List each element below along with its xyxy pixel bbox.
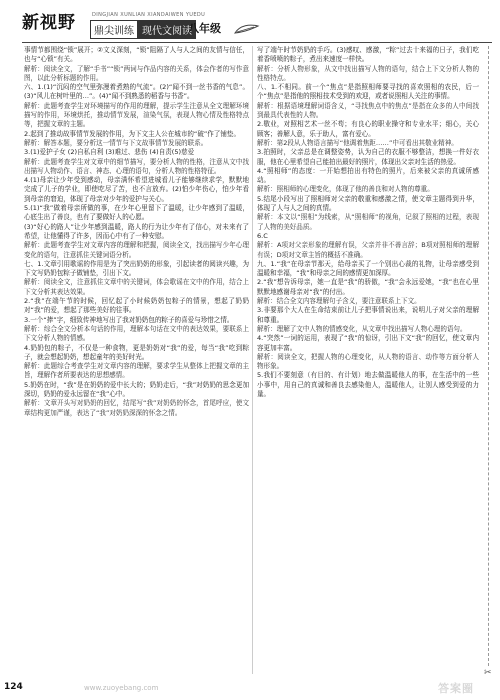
analysis-paragraph: 解析：此题综合考查学生对文章内容的理解，要求学生从整体上把握文章的主旨，理解作者所要表达的思想感情。	[24, 362, 249, 380]
brand-title: 新视野	[22, 13, 76, 33]
analysis-paragraph: 解析：综合全文分析本句话的作用，理解本句话在文中的表达效果，要联系上下文分析人物的情感。	[24, 324, 249, 343]
left-column	[24, 46, 249, 674]
cut-line	[488, 46, 489, 666]
analysis-paragraph: 解析：本文以“照相”为线索，从“照相师”的视角，记叙了照相的过程，表现了人物的美好品质。	[257, 213, 479, 231]
analysis-paragraph: 解析：根据语境理解词语含义，“寻找焦点中的焦点”是指在众多的人中间找到最具代表性的人物。	[257, 101, 479, 120]
answer-paragraph: 2.敬业，对照相艺术一丝不苟；有良心的职业操守和专业水平；细心，关心顾客；善解人意，乐于助人，富有爱心。	[257, 120, 479, 138]
header-rule	[22, 42, 492, 43]
answer-paragraph: 4.奶奶包的粽子，不仅是一种食物，更是奶奶对“我”的爱，每当“我”吃到粽子，就会想起奶奶，想起童年的美好时光。	[24, 343, 249, 361]
answer-paragraph: (3)“好心的路人”让少年感到温暖，路人的行为让少年有了信心，对未来有了希望，让他懂得了许多，因而心中有了一种安慰。	[24, 222, 249, 240]
analysis-paragraph: 解析：此题考查学生对文章中的细节描写，要分析人物的性格，注意从文中找出描写人物动作、语言、神态、心理的语句，分析人物的性格特征。	[24, 157, 249, 175]
analysis-paragraph: 解析：此题考查学生对环境描写的作用的理解，提示学生注意从全文理解环境描写的作用，环境烘托，推动情节发展，渲染气氛，表现人物心情及性格特点等，把握文章的主题。	[24, 101, 249, 129]
answer-paragraph: 2.“我”在端午节的时候，回忆起了小时候奶奶包粽子的情景，想起了奶奶对“我”的爱，想起了那些美好的往事。	[24, 297, 249, 315]
analysis-paragraph: 解析：阅读全文，把握人物的心理变化，从人物的语言、动作等方面分析人物形象。	[257, 352, 479, 371]
answer-paragraph: 4.“照相师”的态度：一开始想拍出有特色的照片，后来被父亲的真诚所感动。	[257, 166, 479, 185]
answer-paragraph: 八、1.不相同。前一个“焦点”是指照相师要寻找的喜欢照相的农民，后一个“焦点”是指他的照相技术受到的欢迎，或者说照相人关注的事情。	[257, 83, 479, 101]
analysis-paragraph: 解析：A项对父亲形象的理解有误，父亲并非不善言辞；B项对照相师的理解有误；D项对文章主旨的概括不准确。	[257, 241, 479, 259]
answer-paragraph: 4.“突然”一词的运用，表现了“我”的惊讶，引出下文“我”的回忆，使文章内容更加丰富。	[257, 334, 479, 352]
answer-paragraph: 2.起到了推动故事情节发展的作用，为下文主人公在城市的“破”作了铺垫。	[24, 129, 240, 138]
answer-paragraph: 2.“我”想告诉母亲，她一直是“我”的骄傲，“我”会永远爱她，“我”也在心里默默地感谢母亲对“我”的付出。	[257, 278, 479, 296]
analysis-paragraph: 解析：解答本题，要分析这一情节与下文故事情节发展的联系。	[24, 138, 208, 147]
answer-paragraph: 5.我们不要刻意（有目的、有计划）地去做温暖他人的事，在生活中的一些小事中，用自己的真诚和善良去感染他人，温暖他人，让别人感受到爱的力量。	[257, 371, 479, 398]
grade-label: 八年级	[188, 22, 221, 35]
analysis-paragraph: 解析：结合全文内容理解句子含义，要注意联系上下文。	[257, 297, 421, 306]
answer-paragraph: 3.(1)爱护子女 (2)自私自利 (3)难过、悲伤 (4)自责(5)慈爱	[24, 148, 195, 157]
answer-paragraph: 七、1.文章引用歌谣的作用是为了突出奶奶的形象，引起读者的阅读兴趣，为下文写奶奶包粽子做铺垫，引出下文。	[24, 259, 249, 278]
brand-pinyin: DINGJIAN XUNLIAN XIANDAIWEN YUEDU	[92, 12, 206, 18]
series-label: 鼎尖训练	[90, 20, 138, 39]
corner-stamp: 答案圈	[438, 682, 474, 695]
answer-paragraph: 5.(1)“我”做着母亲所做的事，在少年心里留下了温暖，让少年感到了温暖，心底生出了善良，也有了要做好人的心愿。	[24, 204, 249, 222]
answer-paragraph: 4.(1)母亲让少年受到感动，母亲满怀希望进城看儿子能够继续求学，默默地完成了儿子的学业，即使吃尽了苦，也不言放弃。(2)怕少年伤心，怕少年看到母亲的窘迫，体现了母亲对少年的爱护与关心。	[24, 176, 249, 203]
page-number: 124	[4, 682, 23, 692]
right-column	[257, 46, 479, 674]
answer-paragraph: 3.一个“捧”字，细致传神地写出了我对奶奶包的粽子的喜爱与珍惜之情。	[24, 315, 234, 324]
analysis-paragraph: 解析：阅读全文，注意抓住文章中的关键词，体会歌谣在文中的作用，结合上下文分析其表达效果。	[24, 278, 249, 296]
footer-watermark: www.zuoyebang.com	[84, 684, 159, 692]
answer-paragraph: 3.拍照时，父亲总是在调整姿势，认为自己的衣服不够整洁，想换一件好衣服，他在心里希望自己能拍出最好的照片，体现出父亲对生活的热爱。	[257, 148, 479, 166]
analysis-paragraph: 解析：分析人物形象，从文中找出描写人物的语句，结合上下文分析人物的性格特点。	[257, 64, 479, 82]
answer-paragraph: 3.非要那个大人在生命结束前让儿子把事情说出来，说明儿子对父亲的理解和尊重。	[257, 306, 479, 324]
analysis-paragraph: 解析：理解了文中人物的情感变化，从文章中找出描写人物心理的语句。	[257, 324, 467, 333]
answer-paragraph: 六、1.(1)“沉闷的空气里弥漫着煮熟的气流”。(2)“闻不到一丝书香的气息”。(3)“风儿在树叶里的…”。(4)“闻不到熟悉的稻香与书香”。	[24, 83, 249, 101]
column-divider	[252, 46, 253, 674]
page-header	[22, 8, 492, 46]
answer-paragraph: 写了端午时节奶奶的手巧。(3)感叹、感激，“粽”过去十来福的日子，我们吃着香喷喷的粽子，煮出来速度一样快。	[257, 46, 479, 64]
subject-label: 现代文阅读	[138, 20, 196, 39]
analysis-paragraph: 解析：此题考查学生对文章内容的理解和把握，阅读全文，找出描写少年心理变化的语句，注意抓住关键词语分析。	[24, 241, 249, 259]
analysis-paragraph: 解析：文章开头写对奶奶的回忆，结尾写“我”对奶奶的怀念，首尾呼应，使文章结构更加严谨，表达了“我”对奶奶深深的怀念之情。	[24, 399, 249, 417]
leaf-ornament-icon	[234, 20, 260, 39]
analysis-paragraph: 解析：第2段从人物语言描写“他调着焦距……”中可看出其敬业精神。	[257, 138, 458, 147]
page-footer	[0, 674, 500, 700]
answer-paragraph: 5.奶奶在时，“我”是在奶奶的爱中长大的；奶奶走后，“我”对奶奶的思念更加深切，奶奶的爱永远留在“我”心中。	[24, 380, 249, 398]
analysis-paragraph: 解析：阅读全文，了解“手书”“锁”两词与作品内容的关系，体会作者的写作意图，以此分析标题的作用。	[24, 64, 249, 82]
answer-paragraph: 事情节都围绕“锁”展开；②文义深刻，“锁”阻隔了人与人之间的友情与信任，也与“心锁”有关。	[24, 46, 249, 64]
answer-paragraph: 九、1.“我”在母亲节那天，给母亲买了一个别出心裁的礼物，让母亲感受到温暖和幸福，“我”和母亲之间的感情更加深厚。	[257, 259, 479, 278]
analysis-paragraph: 解析：照相师的心理变化，体现了他的善良和对人物的尊重。	[257, 185, 434, 194]
answer-paragraph: 6.C	[257, 231, 268, 240]
scissors-icon: ✂	[484, 668, 492, 678]
answer-paragraph: 5.结尾小段写出了照相师对父亲的敬重和感激之情，使文章主题得到升华，体现了人与人之间的真情。	[257, 194, 479, 213]
